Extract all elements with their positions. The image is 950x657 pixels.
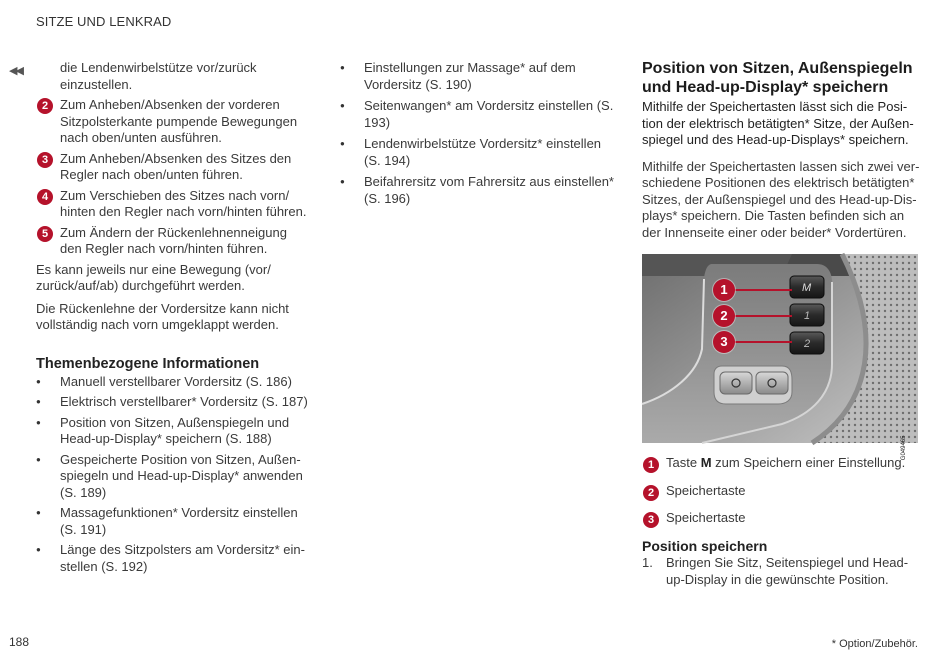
- legend-key: M: [700, 455, 712, 470]
- memory-buttons-photo: [642, 254, 918, 460]
- step-number: 1.: [642, 555, 653, 570]
- paragraph: Es kann jeweils nur eine Bewegung (vor/ zurück/auf/ab) durchgeführt werden.: [36, 261, 271, 293]
- article-body: Mithilfe der Speichertasten lassen sich zwei verschiedene Positionen des elektrisch betätigten* Sitzes, der Außenspiegel und des Head-up-Displays* speichern. Die Tasten befinden sich an der Innenseite einer oder beider* Vordertüren.: [642, 158, 920, 240]
- related-links-list: [36, 374, 308, 576]
- related-link[interactable]: ● Manuell verstellbarer Vordersitz (S. 186): [36, 374, 308, 391]
- legend-item: [642, 483, 922, 500]
- related-link[interactable]: ● Elektrisch verstellbarer* Vordersitz (S. 187): [36, 394, 308, 411]
- column-middle: [340, 60, 615, 212]
- number-badge-icon: 2: [37, 98, 53, 114]
- image-code: G049465: [901, 435, 908, 460]
- callout-line: [732, 341, 792, 343]
- legend-item: [642, 455, 922, 472]
- section-subheading: Position speichern: [642, 537, 768, 554]
- step-item: [642, 555, 922, 588]
- article-intro: Mithilfe der Speichertasten lässt sich die Position der elektrisch betätigten* Sitze, der Außenspiegel und des Head-up-Displays* speichern.: [642, 99, 914, 147]
- number-badge-icon: 2: [643, 485, 659, 501]
- related-link[interactable]: ● Seitenwangen* am Vordersitz einstellen (S. 193): [340, 98, 615, 131]
- numbered-item-text: Zum Anheben/Absenken des Sitzes den Regler nach oben/unten führen.: [60, 150, 292, 182]
- related-link[interactable]: ● Länge des Sitzpolsters am Vordersitz* einstellen (S. 192): [36, 542, 308, 575]
- numbered-item: [36, 225, 308, 258]
- paragraph: Die Rückenlehne der Vordersitze kann nicht vollständig nach vorn umgeklappt werden.: [36, 300, 289, 332]
- back-arrow-icon[interactable]: ◀◀: [9, 65, 22, 77]
- page-number: 188: [9, 635, 30, 649]
- article-title: Position von Sitzen, Außenspiegeln und Head-up-Display* speichern: [642, 60, 913, 96]
- related-link[interactable]: ● Beifahrersitz vom Fahrersitz aus einstellen* (S. 196): [340, 174, 615, 207]
- related-link[interactable]: ● Lendenwirbelstütze Vordersitz* einstellen (S. 194): [340, 136, 615, 169]
- related-link[interactable]: ● Einstellungen zur Massage* auf dem Vordersitz (S. 190): [340, 60, 615, 93]
- continuation-text: die Lendenwirbelstütze vor/zurück einzustellen.: [60, 60, 257, 92]
- column-left: [36, 60, 308, 579]
- callout-line: [732, 289, 792, 291]
- number-badge-icon: 3: [643, 512, 659, 528]
- related-link[interactable]: ● Gespeicherte Position von Sitzen, Außenspiegeln und Head-up-Display* anwenden (S. 189): [36, 452, 308, 502]
- legend-suffix: zum Speichern einer Einstellung.: [711, 455, 906, 470]
- legend-text: Speichertaste: [666, 510, 746, 525]
- related-links-list: [340, 60, 615, 207]
- numbered-item-text: Zum Verschieben des Sitzes nach vorn/ hinten den Regler nach vorn/hinten führen.: [60, 187, 307, 219]
- related-info-heading: Themenbezogene Informationen: [36, 355, 260, 372]
- numbered-item-text: Zum Ändern der Rückenlehnenneigung den Regler nach vorn/hinten führen.: [60, 224, 287, 256]
- memory-button-1-label: 1: [804, 310, 811, 322]
- chapter-title: SITZE UND LENKRAD: [36, 14, 172, 29]
- numbered-item: [36, 151, 308, 184]
- number-badge-icon: 5: [37, 226, 53, 242]
- door-panel-illustration: [642, 254, 918, 443]
- number-badge-icon: 1: [643, 457, 659, 473]
- column-right: [642, 60, 922, 588]
- number-badge-icon: 3: [37, 152, 53, 168]
- legend-prefix: Taste: [666, 455, 701, 470]
- related-link[interactable]: ● Massagefunktionen* Vordersitz einstellen (S. 191): [36, 505, 308, 538]
- callout-line: [732, 315, 792, 317]
- number-badge-icon: 4: [37, 189, 53, 205]
- numbered-item: [36, 97, 308, 147]
- step-text: Bringen Sie Sitz, Seitenspiegel und Headup-Display in die gewünschte Position.: [666, 555, 909, 587]
- legend-item: [642, 510, 922, 527]
- callout-1-icon: 1: [713, 279, 735, 301]
- related-link[interactable]: ● Position von Sitzen, Außenspiegeln und Head-up-Display* speichern (S. 188): [36, 415, 308, 448]
- numbered-item: [36, 188, 308, 221]
- legend-text: Speichertaste: [666, 482, 746, 498]
- memory-button-2-label: 2: [804, 338, 811, 350]
- callout-2-icon: 2: [713, 305, 735, 327]
- memory-button-m-label: M: [802, 282, 812, 294]
- numbered-item-text: Zum Anheben/Absenken der vorderen Sitzpolsterkante pumpende Bewegungen nach oben/unten ausführen.: [60, 97, 298, 145]
- footnote: * Option/Zubehör.: [831, 638, 918, 650]
- callout-3-icon: 3: [713, 331, 735, 353]
